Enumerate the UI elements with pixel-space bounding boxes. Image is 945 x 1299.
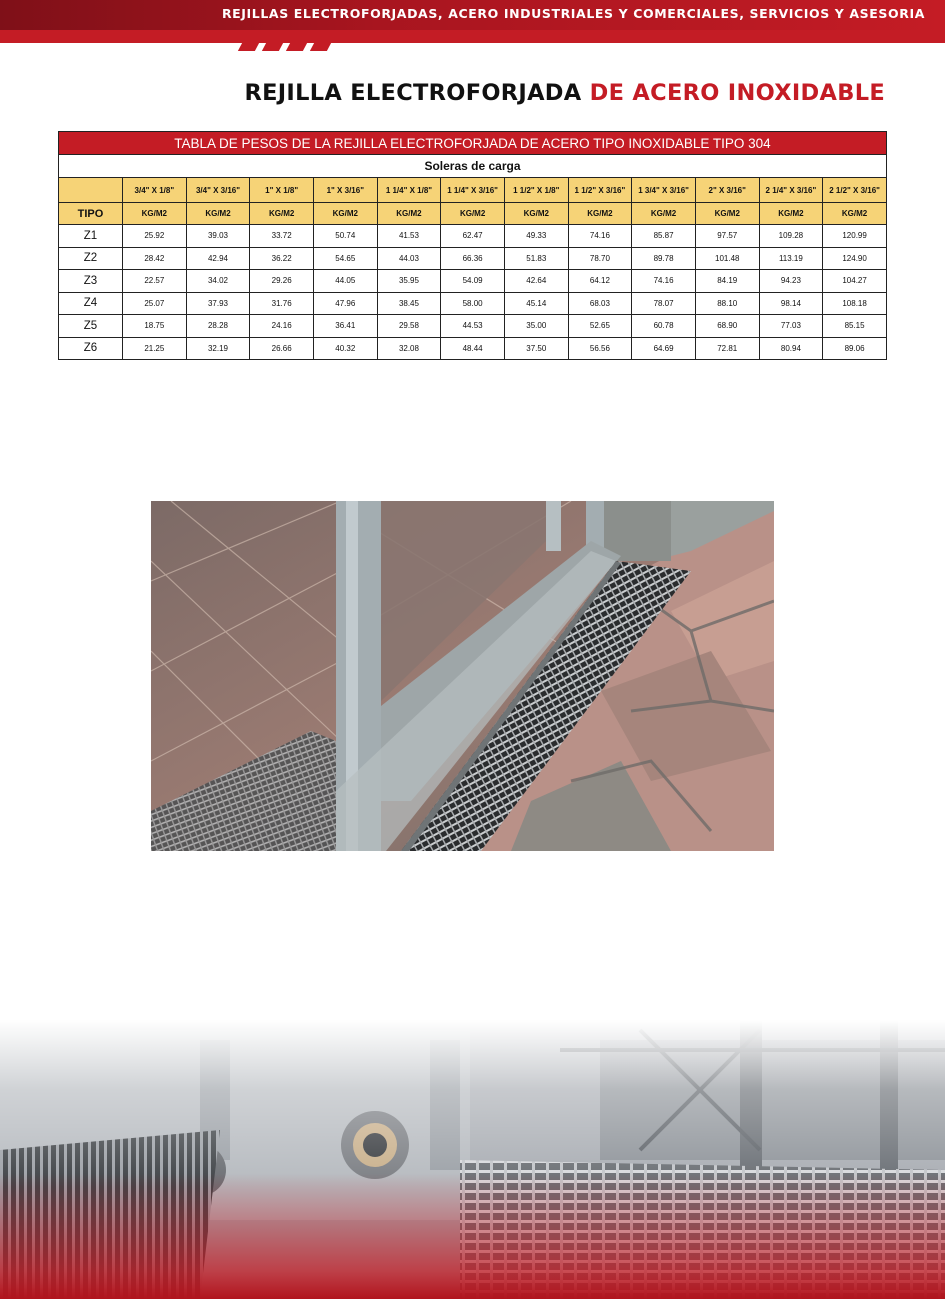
page-title-part2: DE ACERO INOXIDABLE <box>589 80 885 106</box>
unit-label: KG/M2 <box>123 203 187 225</box>
table-row <box>59 337 887 360</box>
unit-label: KG/M2 <box>313 203 377 225</box>
weight-cell: 94.23 <box>759 270 823 293</box>
weight-cell: 66.36 <box>441 247 505 270</box>
weight-cell: 28.28 <box>186 315 250 338</box>
weight-cell: 120.99 <box>823 225 887 248</box>
unit-label: KG/M2 <box>504 203 568 225</box>
weight-cell: 64.69 <box>632 337 696 360</box>
table-subheader-row <box>59 155 887 178</box>
weight-cell: 77.03 <box>759 315 823 338</box>
tipo-cell: Z4 <box>59 292 123 315</box>
weight-cell: 88.10 <box>695 292 759 315</box>
table-row <box>59 247 887 270</box>
weight-cell: 25.07 <box>123 292 187 315</box>
weight-cell: 38.45 <box>377 292 441 315</box>
column-header: 2 1/2" X 3/16" <box>823 178 887 203</box>
tipo-header: TIPO <box>59 203 123 225</box>
weight-cell: 74.16 <box>632 270 696 293</box>
weight-cell: 48.44 <box>441 337 505 360</box>
column-header: 2 1/4" X 3/16" <box>759 178 823 203</box>
weight-cell: 74.16 <box>568 225 632 248</box>
tipo-cell: Z6 <box>59 337 123 360</box>
weights-table <box>58 131 887 360</box>
weight-cell: 29.26 <box>250 270 314 293</box>
column-header: 1 1/4" X 1/8" <box>377 178 441 203</box>
tipo-cell: Z2 <box>59 247 123 270</box>
column-header: 1" X 1/8" <box>250 178 314 203</box>
weight-cell: 44.53 <box>441 315 505 338</box>
weight-cell: 18.75 <box>123 315 187 338</box>
weight-cell: 21.25 <box>123 337 187 360</box>
weight-cell: 84.19 <box>695 270 759 293</box>
weight-cell: 32.08 <box>377 337 441 360</box>
weight-cell: 97.57 <box>695 225 759 248</box>
unit-row <box>59 203 887 225</box>
unit-label: KG/M2 <box>759 203 823 225</box>
weight-cell: 58.00 <box>441 292 505 315</box>
weight-cell: 32.19 <box>186 337 250 360</box>
weight-cell: 54.09 <box>441 270 505 293</box>
weight-cell: 64.12 <box>568 270 632 293</box>
weight-cell: 89.06 <box>823 337 887 360</box>
weight-cell: 56.56 <box>568 337 632 360</box>
weight-cell: 52.65 <box>568 315 632 338</box>
weight-cell: 51.83 <box>504 247 568 270</box>
unit-label: KG/M2 <box>377 203 441 225</box>
weight-cell: 40.32 <box>313 337 377 360</box>
weight-cell: 85.87 <box>632 225 696 248</box>
red-strip <box>0 30 945 43</box>
unit-label: KG/M2 <box>695 203 759 225</box>
decorative-stripes <box>236 43 336 51</box>
column-header: 1 1/4" X 3/16" <box>441 178 505 203</box>
weight-cell: 31.76 <box>250 292 314 315</box>
table-row <box>59 270 887 293</box>
table-row <box>59 292 887 315</box>
table-row <box>59 225 887 248</box>
weight-cell: 25.92 <box>123 225 187 248</box>
weight-cell: 28.42 <box>123 247 187 270</box>
weight-cell: 42.94 <box>186 247 250 270</box>
banner-text: REJILLAS ELECTROFORJADAS, ACERO INDUSTRIALES Y COMERCIALES, SERVICIOS Y ASESORIA <box>221 6 925 21</box>
weight-cell: 35.95 <box>377 270 441 293</box>
weight-cell: 62.47 <box>441 225 505 248</box>
column-header: 1" X 3/16" <box>313 178 377 203</box>
column-header-row <box>59 178 887 203</box>
weight-cell: 37.93 <box>186 292 250 315</box>
weight-cell: 72.81 <box>695 337 759 360</box>
unit-label: KG/M2 <box>632 203 696 225</box>
page-title <box>244 80 885 106</box>
weight-cell: 33.72 <box>250 225 314 248</box>
column-header: 3/4" X 1/8" <box>123 178 187 203</box>
weight-cell: 29.58 <box>377 315 441 338</box>
weight-cell: 108.18 <box>823 292 887 315</box>
weight-cell: 68.90 <box>695 315 759 338</box>
page-title-part1: REJILLA ELECTROFORJADA <box>244 80 582 106</box>
table-subheader: Soleras de carga <box>59 155 887 178</box>
weight-cell: 42.64 <box>504 270 568 293</box>
weight-cell: 85.15 <box>823 315 887 338</box>
tipo-cell: Z5 <box>59 315 123 338</box>
column-header: 1 1/2" X 3/16" <box>568 178 632 203</box>
column-header: 2" X 3/16" <box>695 178 759 203</box>
grating-door-photo <box>151 501 774 851</box>
tipo-cell: Z3 <box>59 270 123 293</box>
weight-cell: 37.50 <box>504 337 568 360</box>
weight-cell: 89.78 <box>632 247 696 270</box>
weight-cell: 44.05 <box>313 270 377 293</box>
table-caption: TABLA DE PESOS DE LA REJILLA ELECTROFORJADA DE ACERO TIPO INOXIDABLE TIPO 304 <box>59 132 887 155</box>
weight-cell: 35.00 <box>504 315 568 338</box>
weight-cell: 101.48 <box>695 247 759 270</box>
table-caption-row <box>59 132 887 155</box>
unit-label: KG/M2 <box>823 203 887 225</box>
tipo-cell: Z1 <box>59 225 123 248</box>
weight-cell: 124.90 <box>823 247 887 270</box>
bottom-industrial-image <box>0 1020 945 1299</box>
weight-cell: 36.41 <box>313 315 377 338</box>
weight-cell: 80.94 <box>759 337 823 360</box>
column-header: 1 3/4" X 3/16" <box>632 178 696 203</box>
column-header: 1 1/2" X 1/8" <box>504 178 568 203</box>
weight-cell: 47.96 <box>313 292 377 315</box>
weight-cell: 34.02 <box>186 270 250 293</box>
weight-cell: 22.57 <box>123 270 187 293</box>
column-header: 3/4" X 3/16" <box>186 178 250 203</box>
weight-cell: 36.22 <box>250 247 314 270</box>
weight-cell: 113.19 <box>759 247 823 270</box>
top-banner <box>0 0 945 30</box>
weight-cell: 49.33 <box>504 225 568 248</box>
column-header-empty <box>59 178 123 203</box>
table-body <box>59 225 887 360</box>
weight-cell: 68.03 <box>568 292 632 315</box>
table-row <box>59 315 887 338</box>
weight-cell: 78.70 <box>568 247 632 270</box>
weight-cell: 78.07 <box>632 292 696 315</box>
unit-label: KG/M2 <box>568 203 632 225</box>
unit-label: KG/M2 <box>186 203 250 225</box>
unit-label: KG/M2 <box>441 203 505 225</box>
weight-cell: 98.14 <box>759 292 823 315</box>
weight-cell: 54.65 <box>313 247 377 270</box>
weight-cell: 60.78 <box>632 315 696 338</box>
weight-cell: 44.03 <box>377 247 441 270</box>
weight-cell: 104.27 <box>823 270 887 293</box>
weight-cell: 26.66 <box>250 337 314 360</box>
weight-cell: 45.14 <box>504 292 568 315</box>
weight-cell: 41.53 <box>377 225 441 248</box>
weight-cell: 39.03 <box>186 225 250 248</box>
weight-cell: 109.28 <box>759 225 823 248</box>
weight-cell: 24.16 <box>250 315 314 338</box>
unit-label: KG/M2 <box>250 203 314 225</box>
weight-cell: 50.74 <box>313 225 377 248</box>
